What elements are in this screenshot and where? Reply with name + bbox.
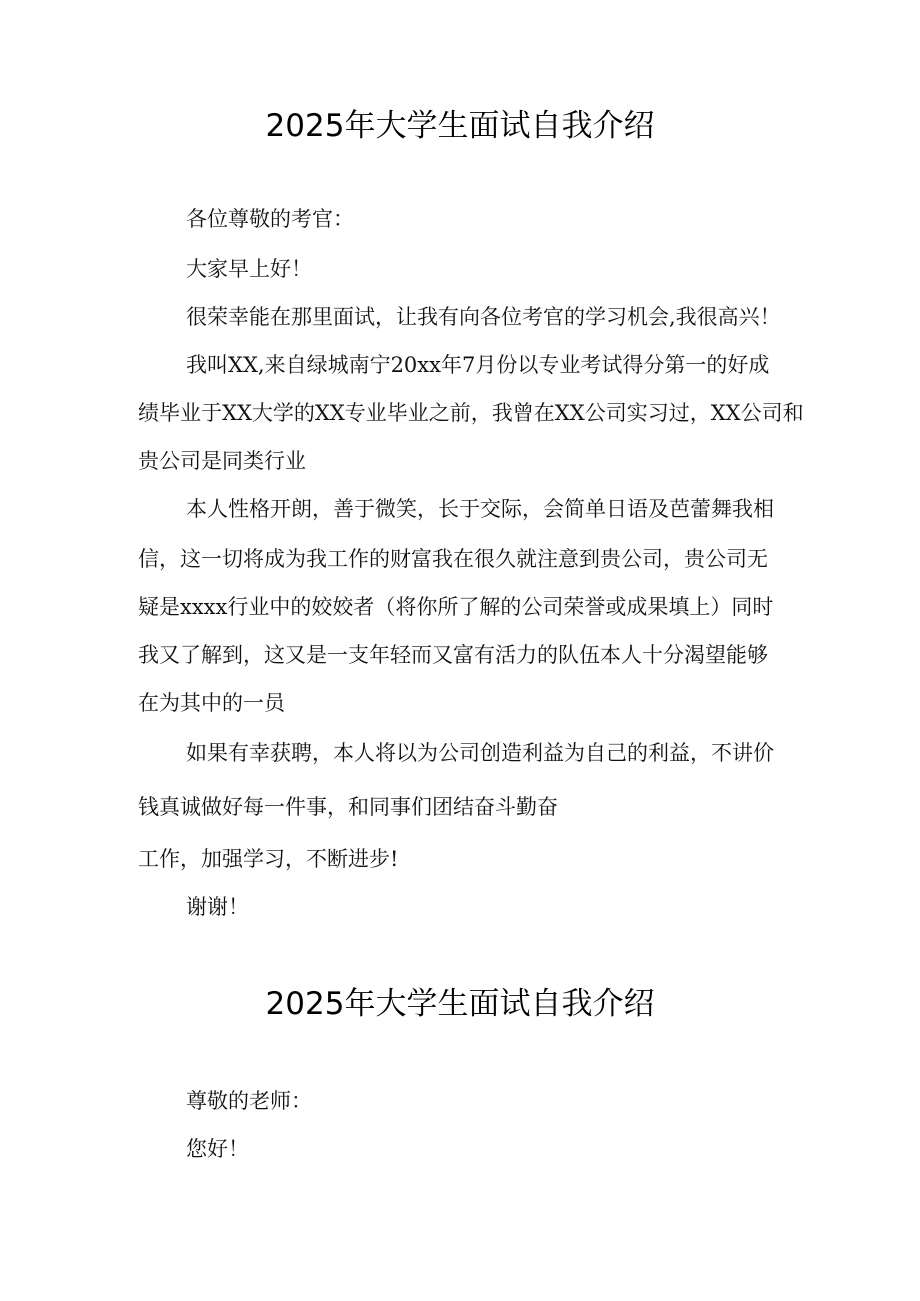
document-title-2: 2025年大学生面试自我介绍	[265, 986, 655, 1022]
salutation: 各位尊敬的考官：	[186, 207, 354, 231]
paragraph-line: 工作，加强学习，不断进步!	[138, 847, 399, 871]
paragraph-line: 本人性格开朗，善于微笑，长于交际，会简单日语及芭蕾舞我相	[186, 497, 774, 521]
greeting-2: 您好！	[186, 1137, 249, 1161]
paragraph-line: 我叫XX,来自绿城南宁20xx年7月份以专业考试得分第一的好成	[186, 353, 770, 377]
document-title: 2025年大学生面试自我介绍	[265, 108, 655, 144]
paragraph-line: 钱真诚做好每一件事，和同事们团结奋斗勤奋	[138, 795, 558, 819]
salutation-2: 尊敬的老师：	[186, 1089, 312, 1113]
greeting: 大家早上好！	[186, 257, 312, 281]
paragraph-line: 信，这一切将成为我工作的财富我在很久就注意到贵公司，贵公司无	[138, 547, 768, 571]
paragraph-line: 绩毕业于XX大学的XX专业毕业之前，我曾在XX公司实习过，XX公司和	[138, 401, 804, 425]
paragraph-line: 疑是xxxx行业中的姣姣者（将你所了解的公司荣誉或成果填上）同时	[138, 595, 774, 619]
paragraph-line: 在为其中的一员	[138, 691, 285, 715]
paragraph-line: 如果有幸获聘，本人将以为公司创造利益为自己的利益，不讲价	[186, 741, 774, 765]
paragraph-line: 我又了解到，这又是一支年轻而又富有活力的队伍本人十分渴望能够	[138, 643, 768, 667]
paragraph-line: 很荣幸能在那里面试，让我有向各位考官的学习机会,我很高兴！	[186, 305, 781, 329]
closing: 谢谢！	[186, 895, 249, 919]
paragraph-line: 贵公司是同类行业	[138, 449, 306, 473]
